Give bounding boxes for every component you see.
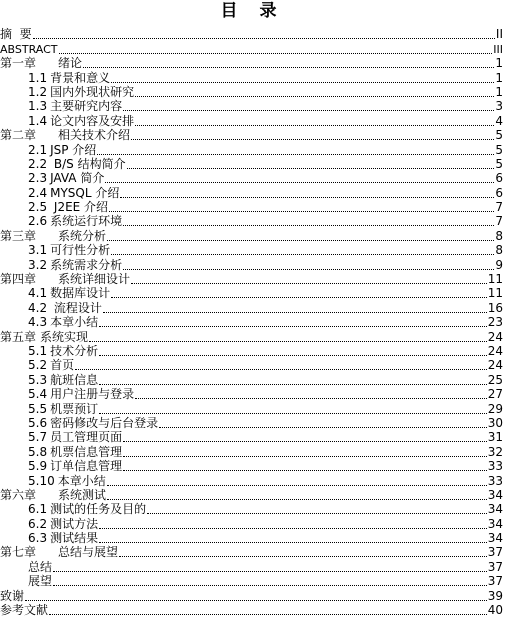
toc-entry[interactable] (0, 214, 503, 228)
toc-entry-number: 2.6 (28, 214, 48, 229)
toc-dot-leader (53, 585, 487, 586)
toc-page-number: 1 (495, 84, 503, 99)
toc-entry-number: 第三章 (0, 228, 37, 243)
toc-dot-leader (59, 53, 493, 54)
toc-entry-title: 论文内容及安排 (50, 113, 135, 128)
toc-dot-leader (123, 269, 494, 270)
toc-entry-title: 本章小结 (50, 315, 99, 330)
toc-page-number: 5 (495, 156, 503, 171)
toc-dot-leader (135, 125, 494, 126)
toc-entry-title: 数据库设计 (50, 286, 111, 301)
toc-page-number: 37 (487, 574, 503, 589)
toc-entry-number: 6.3 (28, 531, 48, 546)
toc-dot-leader (83, 67, 494, 68)
toc-dot-leader (120, 197, 494, 198)
toc-dot-leader (135, 96, 494, 97)
toc-entry-title: 总结与展望 (58, 545, 119, 560)
toc-entry-number: 1.4 (28, 113, 48, 128)
toc-entry[interactable] (0, 459, 503, 473)
toc-entry-number: 1.3 (28, 99, 48, 114)
toc-entry-title: 系统分析 (58, 228, 107, 243)
toc-page-number: 23 (487, 315, 503, 330)
toc-entry[interactable] (0, 444, 503, 458)
toc-entry[interactable] (0, 588, 503, 602)
toc-entry[interactable] (0, 358, 503, 372)
toc-dot-leader (107, 485, 487, 486)
toc-dot-leader (107, 240, 494, 241)
toc-entry-number: 5.1 (28, 343, 48, 358)
toc-dot-leader (111, 297, 487, 298)
toc-entry-title: 绪论 (58, 56, 83, 71)
toc-entry-number: 5.6 (28, 415, 48, 430)
toc-entry-title: 机票信息管理 (50, 444, 123, 459)
toc-entry-number: 5.4 (28, 387, 48, 402)
toc-entry[interactable] (0, 387, 503, 401)
toc-page-number: 34 (487, 531, 503, 546)
toc-dot-leader (127, 168, 495, 169)
toc-entry-number: 4.3 (28, 315, 48, 330)
toc-page-number: 24 (487, 329, 503, 344)
toc-entry-number: 5.7 (28, 430, 48, 445)
toc-page-number: 8 (495, 243, 503, 258)
toc-dot-leader (119, 556, 487, 557)
toc-dot-leader (123, 225, 494, 226)
toc-entry-title: 测试方法 (50, 516, 99, 531)
toc-entry-title: 本章小结 (57, 473, 106, 488)
toc-dot-leader (135, 398, 487, 399)
toc-entry[interactable] (0, 185, 503, 199)
toc-entry-title: 机票预订 (50, 401, 99, 416)
toc-entry-title: 摘 要 (0, 27, 32, 42)
toc-entry-title: 技术分析 (50, 343, 99, 358)
toc-entry[interactable] (0, 531, 503, 545)
toc-dot-leader (123, 441, 487, 442)
toc-entry-number: 4.2 (28, 300, 48, 315)
toc-page-number: 11 (487, 286, 503, 301)
toc-page-number: 37 (487, 545, 503, 560)
toc-entry[interactable] (0, 603, 503, 617)
toc-dot-leader (131, 139, 494, 140)
toc-page-number: 3 (495, 99, 503, 114)
toc-dot-leader (99, 355, 487, 356)
toc-entry[interactable] (0, 128, 503, 142)
toc-page-number: 5 (495, 142, 503, 157)
toc-page-number: 27 (487, 387, 503, 402)
toc-entry-title: 流程设计 (50, 300, 102, 315)
toc-entry-number: 1.1 (28, 70, 48, 85)
toc-page-number: 37 (487, 559, 503, 574)
toc-entry-title: JSP 介绍 (50, 142, 97, 157)
toc-entry[interactable] (0, 70, 503, 84)
toc-dot-leader (109, 211, 494, 212)
toc-dot-leader (33, 38, 495, 39)
toc-entry-number: 2.4 (28, 185, 48, 200)
toc-entry[interactable] (0, 545, 503, 559)
toc-entry-title: 航班信息 (50, 372, 99, 387)
toc-entry-number: 5.2 (28, 358, 48, 373)
toc-dot-leader (89, 341, 487, 342)
toc-page-number: III (493, 42, 503, 56)
toc-entry[interactable] (0, 315, 503, 329)
toc-page-number: 39 (487, 588, 503, 603)
toc-entry-number: 第五章 (0, 329, 37, 344)
toc-entry-number: 3.1 (28, 243, 48, 258)
toc-entry-title: 系统详细设计 (58, 272, 131, 287)
toc-entry-number: 2.5 (28, 200, 48, 215)
toc-entry-title: 用户注册与登录 (50, 387, 135, 402)
toc-dot-leader (99, 384, 487, 385)
toc-entry-number: 2.1 (28, 142, 48, 157)
toc-dot-leader (123, 110, 494, 111)
toc-entry[interactable] (0, 142, 503, 156)
toc-entry[interactable] (0, 372, 503, 386)
toc-entry-number: 1.2 (28, 84, 48, 99)
toc-entry-title: 密码修改与后台登录 (50, 415, 159, 430)
toc-page-number: 5 (495, 128, 503, 143)
toc-dot-leader (53, 571, 487, 572)
toc-entry-title: J2EE 介绍 (50, 200, 109, 215)
toc-entry[interactable] (0, 502, 503, 516)
toc-entry[interactable] (0, 99, 503, 113)
toc-entry[interactable] (0, 401, 503, 415)
toc-entry-title: 总结 (28, 559, 53, 574)
toc-entry[interactable] (0, 488, 503, 502)
toc-page-number: 11 (487, 272, 503, 287)
toc-entry-number: 3.2 (28, 257, 48, 272)
toc-entry[interactable] (0, 300, 503, 314)
toc-dot-leader (99, 542, 487, 543)
toc-dot-leader (123, 470, 487, 471)
toc-entry-number: 2.2 (28, 156, 48, 171)
toc-dot-leader (103, 312, 487, 313)
toc-page-number: 9 (495, 257, 503, 272)
toc-entry-number: 6.2 (28, 516, 48, 531)
toc-entry[interactable] (0, 574, 503, 588)
toc-page-number: 1 (495, 56, 503, 71)
toc-entry-title: B/S 结构简介 (50, 156, 126, 171)
toc-entry[interactable] (0, 243, 503, 257)
toc-page-number: 8 (495, 228, 503, 243)
toc-entry[interactable] (0, 344, 503, 358)
toc-entry[interactable] (0, 41, 503, 55)
toc-entry-title: 展望 (28, 574, 53, 589)
toc-entry-title: 员工管理页面 (50, 430, 123, 445)
toc-entry-title: 相关技术介绍 (58, 128, 131, 143)
toc-dot-leader (49, 614, 487, 615)
toc-entry-title: MYSQL 介绍 (50, 185, 120, 200)
toc-entry-title: 主要研究内容 (50, 99, 123, 114)
toc-entry-title: 致谢 (0, 588, 25, 603)
toc-page-number: 31 (487, 430, 503, 445)
toc-page-number: 6 (495, 185, 503, 200)
toc-entry-title: 测试的任务及目的 (50, 502, 147, 517)
toc-entry-title: 系统运行环境 (50, 214, 123, 229)
toc-dot-leader (159, 427, 487, 428)
toc-entry[interactable] (0, 272, 503, 286)
toc-entry-number: 第一章 (0, 56, 37, 71)
toc-entry-title: 参考文献 (0, 603, 49, 618)
toc-entry[interactable] (0, 56, 503, 70)
toc-entry-title: 系统需求分析 (50, 257, 123, 272)
toc-entry-number: 5.10 (28, 473, 55, 488)
toc-entry[interactable] (0, 516, 503, 530)
toc-dot-leader (111, 82, 494, 83)
toc-dot-leader (107, 499, 487, 500)
toc-entry-number: 4.1 (28, 286, 48, 301)
toc-dot-leader (147, 513, 487, 514)
toc-dot-leader (25, 600, 487, 601)
toc-entry[interactable] (0, 228, 503, 242)
toc-entry[interactable] (0, 171, 503, 185)
toc-entry-number: 第二章 (0, 128, 37, 143)
toc-entry-number: 5.8 (28, 444, 48, 459)
toc-entry-number: 5.5 (28, 401, 48, 416)
toc-entry-title: 首页 (50, 358, 75, 373)
toc-entry-number: 5.3 (28, 372, 48, 387)
toc-entry-title: JAVA 简介 (50, 171, 105, 186)
toc-page-number: 7 (495, 200, 503, 215)
toc-page-number: 24 (487, 343, 503, 358)
toc-entry[interactable] (0, 85, 503, 99)
toc-list (0, 27, 503, 617)
toc-entry[interactable] (0, 559, 503, 573)
toc-page-number: 25 (487, 372, 503, 387)
toc-page-number: 40 (487, 603, 503, 618)
toc-dot-leader (131, 283, 487, 284)
toc-entry-title: 系统实现 (40, 329, 89, 344)
toc-dot-leader (123, 456, 487, 457)
toc-title: 目 录 (220, 1, 285, 21)
toc-entry-number: 5.9 (28, 459, 48, 474)
toc-entry[interactable] (0, 329, 503, 343)
toc-entry-title: 可行性分析 (50, 243, 111, 258)
toc-dot-leader (99, 413, 487, 414)
toc-dot-leader (97, 154, 494, 155)
toc-entry-title: 背景和意义 (50, 70, 111, 85)
toc-dot-leader (105, 182, 494, 183)
toc-entry-number: 第四章 (0, 272, 37, 287)
toc-page-number: 34 (487, 487, 503, 502)
toc-entry[interactable] (0, 286, 503, 300)
toc-dot-leader (75, 369, 487, 370)
toc-page-number: 34 (487, 502, 503, 517)
toc-entry-title: 订单信息管理 (50, 459, 123, 474)
toc-entry-number: 2.3 (28, 171, 48, 186)
toc-page-number: 4 (495, 113, 503, 128)
toc-page-number: 6 (495, 171, 503, 186)
toc-entry-title: ABSTRACT (0, 42, 58, 56)
toc-page-number: 34 (487, 516, 503, 531)
toc-entry-title: 系统测试 (58, 487, 107, 502)
toc-entry[interactable] (0, 416, 503, 430)
toc-entry-title: 国内外现状研究 (50, 84, 135, 99)
toc-dot-leader (111, 254, 494, 255)
toc-page-number: 29 (487, 401, 503, 416)
toc-entry[interactable] (0, 257, 503, 271)
toc-entry-number: 6.1 (28, 502, 48, 517)
toc-page-number: 33 (487, 459, 503, 474)
toc-page-number: 33 (487, 473, 503, 488)
toc-entry[interactable] (0, 473, 503, 487)
toc-page-number: 1 (495, 70, 503, 85)
toc-page-number: 16 (487, 300, 503, 315)
toc-entry[interactable] (0, 200, 503, 214)
toc-page-number: II (495, 27, 503, 42)
toc-page-number: 30 (487, 415, 503, 430)
toc-dot-leader (99, 528, 487, 529)
toc-entry-number: 第七章 (0, 545, 37, 560)
toc-dot-leader (99, 326, 487, 327)
toc-entry[interactable] (0, 113, 503, 127)
toc-entry-title: 测试结果 (50, 531, 99, 546)
toc-entry[interactable] (0, 27, 503, 41)
toc-page-number: 32 (487, 444, 503, 459)
toc-entry-number: 第六章 (0, 487, 37, 502)
toc-entry[interactable] (0, 157, 503, 171)
toc-entry[interactable] (0, 430, 503, 444)
toc-page-number: 24 (487, 358, 503, 373)
toc-page-number: 7 (495, 214, 503, 229)
